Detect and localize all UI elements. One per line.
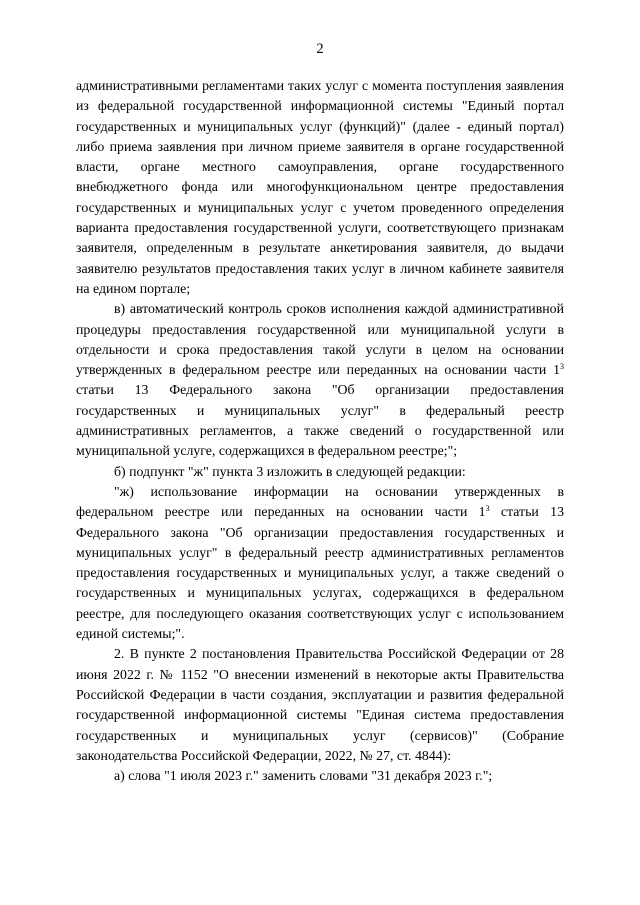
paragraph-item-a: а) слова "1 июля 2023 г." заменить словами "31 декабря 2023 г."; — [114, 768, 493, 784]
superscript: 3 — [485, 504, 490, 514]
paragraph-item-zh — [76, 482, 564, 644]
superscript: 3 — [560, 362, 564, 372]
paragraph-text: статьи 13 Федерального закона "Об организации предоставления государственных и муниципальных услуг" в федеральный реестр административных регламентов, а также сведений о государственной или муниципальной услуге, содержащихся в федеральном реестре;"; — [76, 382, 564, 459]
paragraph-text: в) автоматический контроль сроков исполнения каждой административной процедуры предоставления государственной или муниципальной услуги в отдельности и срока предоставления такой услуги в целом на основании утвержденных в федеральном реестре или переданных на основании части 1 — [76, 301, 564, 378]
paragraph-text: статьи 13 Федерального закона "Об организации предоставления государственных и муниципальных услуг" в федеральный реестр административных регламентов предоставления государственных и муниципальных услуг, а также сведений о государственных и муниципальных услугах, содержащихся в федеральном реестре, для последующего оказания соответствующих услуг с использованием единой системы;". — [76, 504, 564, 642]
paragraph-point-2: 2. В пункте 2 постановления Правительства Российской Федерации от 28 июня 2022 г. № 1152 "О внесении изменений в некоторые акты Правительства Российской Федерации в части создания, эксплуатации и развития федеральной государственной информационной системы "Единая система предоставления государственных и муниципальных услуг (сервисов)" (Собрание законодательства Российской Федерации, 2022, № 27, ст. 4844): — [76, 646, 564, 763]
paragraph-item-b: б) подпункт "ж" пункта 3 изложить в следующей редакции: — [114, 463, 466, 479]
document-body — [76, 76, 564, 786]
paragraph-text: "ж) использование информации на основании утвержденных в федеральном реестре или переданных на основании части 1 — [76, 483, 564, 520]
paragraph-continuation: административными регламентами таких услуг с момента поступления заявления из федеральной государственной информационной системы "Единый портал государственных и муниципальных услуг (функций)" (далее - единый портал) либо приема заявления при личном приеме заявителя в органе государственной власти, органе местного самоуправления, органе государственного внебюджетного фонда или многофункциональном центре предоставления государственных и муниципальных услуг с учетом проведенного определения варианта предоставления государственной услуги, соответствующего признакам заявителя, определенным в результате анкетирования заявителя, до выдачи заявителю результатов предоставления таких услуг в личном кабинете заявителя на едином портале; — [76, 78, 564, 296]
page-number: 2 — [316, 41, 324, 57]
paragraph-item-v — [76, 299, 564, 461]
